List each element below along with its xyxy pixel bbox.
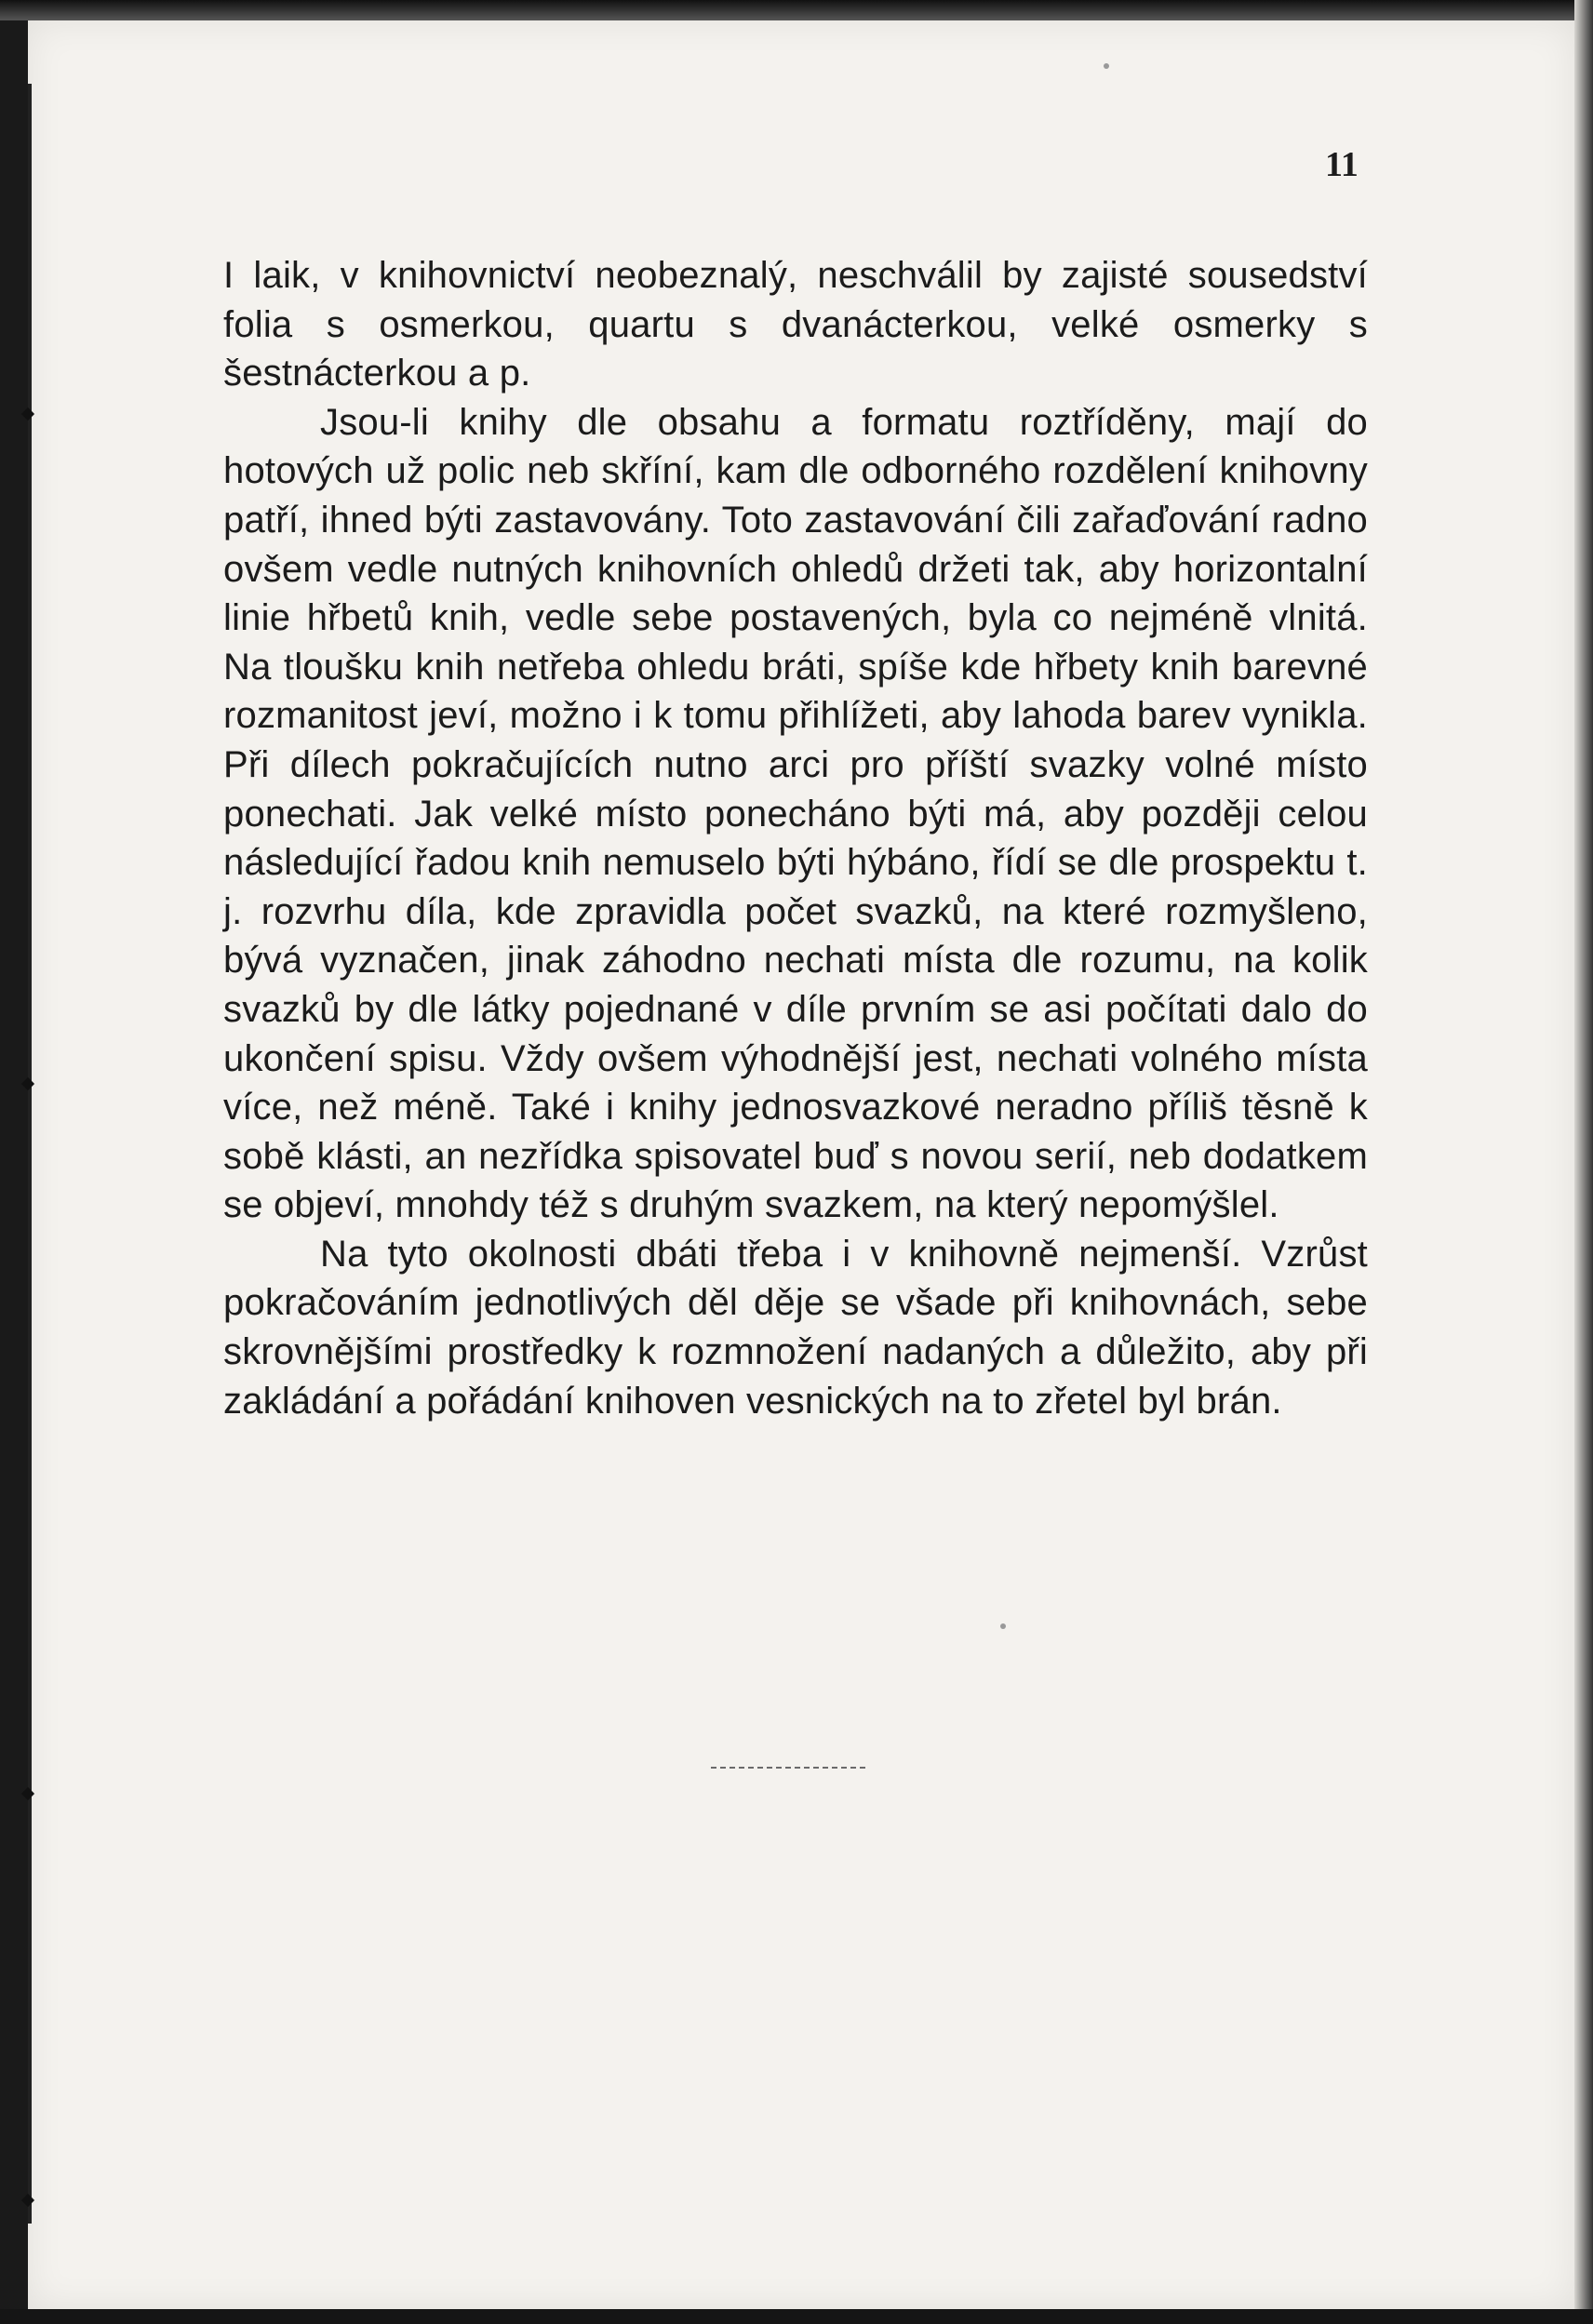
scan-bottom-edge	[0, 2309, 1593, 2324]
paper-speck	[1104, 63, 1109, 69]
paragraph: I laik, v knihovnictví neobeznalý, neschválil by zajisté sousedství folia s osmerkou, quartu s dvanácterkou, velké osmerky s šestnácterkou a p.	[223, 255, 1368, 394]
paragraph: Na tyto okolnosti dbáti třeba i v knihovně nejmenší. Vzrůst pokračováním jednotlivých děl děje se všade při knihovnách, sebe skrovnějšími prostředky k rozmnožení nadaných a důležito, aby při zakládání a pořádání knihoven vesnických na to zřetel byl brán.	[223, 1233, 1368, 1422]
scan-right-edge	[1574, 0, 1593, 2324]
binding-edge-line	[28, 84, 32, 2224]
paper-speck	[1000, 1623, 1006, 1629]
body-text	[223, 251, 1368, 1425]
scan-top-edge	[0, 0, 1593, 20]
paragraph: Jsou-li knihy dle obsahu a formatu roztříděny, mají do hotových už polic neb skříní, kam dle odborného rozdělení knihovny patří, ihned býti zastavovány. Toto zastavování čili zařaďování radno ovšem vedle nutných knihovních ohledů držeti tak, aby horizontalní linie hřbetů knih, vedle sebe postavených, byla co nejméně vlnitá. Na tloušku knih netřeba ohledu bráti, spíše kde hřbety knih barevné rozmanitost jeví, možno i k tomu přihlížeti, aby lahoda barev vynikla. Při dílech pokračujících nutno arci pro příští svazky volné místo ponechati. Jak velké místo ponecháno býti má, aby později celou následující řadou knih nemuselo býti hýbáno, řídí se dle prospektu t. j. rozvrhu díla, kde zpravidla počet svazků, na které rozmyšleno, bývá vyznačen, jinak záhodno nechati místa dle rozumu, na kolik svazků by dle látky pojednané v díle prvním se asi počítati dalo do ukončení spisu. Vždy ovšem výhodnější jest, nechati volného místa více, než méně. Také i knihy jednosvazkové neradno příliš těsně k sobě klásti, an nezřídka spisovatel buď s novou serií, neb dodatkem se objeví, mnohdy též s druhým svazkem, na který nepomýšlel.	[223, 401, 1368, 1226]
page-number: 11	[1325, 145, 1359, 184]
section-end-rule	[711, 1767, 865, 1769]
